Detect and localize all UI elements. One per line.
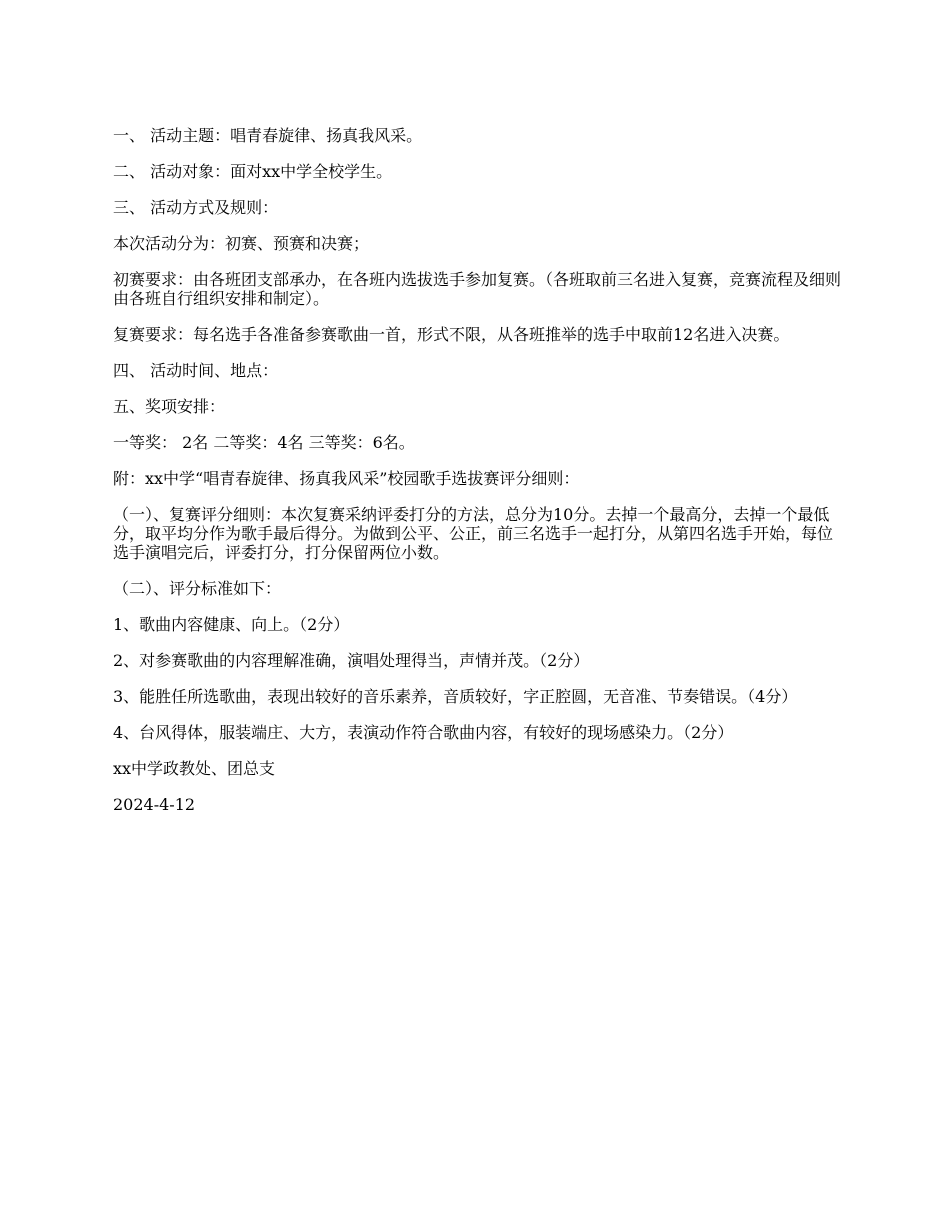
paragraph-semifinal: 复赛要求：每名选手各准备参赛歌曲一首，形式不限，从各班推举的选手中取前12名进入决赛。 — [113, 325, 790, 344]
paragraph-scoring-rules: （一）、复赛评分细则：本次复赛采纳评委打分的方法，总分为10分。去掉一个最高分，去掉一个最低分，取平均分作为歌手最后得分。为做到公平、公正，前三名选手一起打分，从第四名选手开始，每位选手演唱完后，评委打分，打分保留两位小数。 — [113, 505, 834, 562]
section-heading-awards: 五、奖项安排： — [113, 397, 226, 416]
criteria-item-3: 3、能胜任所选歌曲，表现出较好的音乐素养，音质较好，字正腔圆，无音准、节奏错误。（4分） — [113, 687, 798, 706]
paragraph-criteria-heading: （二）、评分标准如下： — [113, 579, 282, 598]
paragraph-preliminary: 初赛要求：由各班团支部承办，在各班内选拔选手参加复赛。（各班取前三名进入复赛，竞赛流程及细则由各班自行组织安排和制定）。 — [113, 270, 842, 308]
section-heading-rules: 三、 活动方式及规则： — [113, 198, 279, 217]
criteria-item-4: 4、台风得体，服装端庄、大方，表演动作符合歌曲内容，有较好的现场感染力。（2分） — [113, 723, 734, 742]
criteria-item-1: 1、歌曲内容健康、向上。（2分） — [113, 615, 350, 634]
section-heading-audience: 二、 活动对象：面对xx中学全校学生。 — [113, 162, 393, 181]
paragraph-stages: 本次活动分为：初赛、预赛和决赛； — [113, 234, 370, 253]
section-heading-theme: 一、 活动主题：唱青春旋律、扬真我风采。 — [113, 126, 423, 145]
paragraph-award-counts: 一等奖： 2名 二等奖：4名 三等奖：6名。 — [113, 433, 415, 452]
signature-organization: xx中学政教处、团总支 — [113, 759, 276, 778]
section-heading-time-place: 四、 活动时间、地点： — [113, 361, 279, 380]
document-body — [113, 126, 843, 831]
paragraph-appendix-title: 附：xx中学“唱青春旋律、扬真我风采”校园歌手选拔赛评分细则： — [113, 469, 580, 488]
signature-date: 2024-4-12 — [113, 795, 196, 814]
criteria-item-2: 2、对参赛歌曲的内容理解准确，演唱处理得当，声情并茂。（2分） — [113, 651, 590, 670]
